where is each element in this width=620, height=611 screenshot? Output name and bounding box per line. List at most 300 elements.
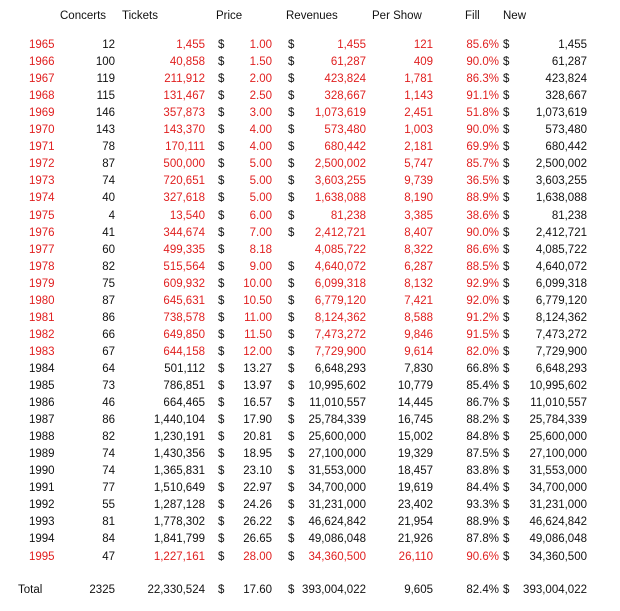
cell-new: 6,779,120: [535, 294, 587, 307]
cell-revenues: 328,667: [324, 90, 366, 103]
dollar-sign: $: [503, 294, 510, 307]
dollar-sign: $: [503, 482, 510, 495]
dollar-sign: $: [288, 533, 295, 546]
cell-concerts: 12: [102, 39, 115, 51]
cell-per-show: 14,445: [397, 397, 433, 410]
cell-concerts: 47: [102, 550, 115, 563]
cell-concerts: 55: [102, 499, 115, 512]
cell-new: 328,667: [545, 90, 587, 103]
cell-new: 10,995,602: [529, 380, 587, 392]
dollar-sign: $: [218, 39, 225, 51]
cell-concerts: 74: [102, 448, 115, 461]
dollar-sign: $: [503, 311, 510, 324]
dollar-sign: $: [218, 499, 225, 512]
dollar-sign: $: [503, 448, 510, 461]
cell-tickets: 1,230,191: [153, 431, 205, 444]
table-row: [0, 414, 620, 432]
cell-concerts: 64: [102, 362, 115, 375]
total-new-dollar: $: [503, 584, 510, 596]
cell-concerts: 75: [102, 277, 115, 290]
dollar-sign: $: [503, 550, 510, 563]
dollar-sign: $: [218, 533, 225, 546]
cell-price: 11.00: [244, 311, 272, 324]
cell-year: 1987: [29, 414, 55, 427]
cell-per-show: 23,402: [397, 499, 433, 512]
table-row: [0, 192, 620, 210]
cell-fill: 88.5%: [466, 260, 499, 273]
cell-revenues: 6,099,318: [314, 277, 366, 290]
dollar-sign: $: [218, 175, 225, 188]
cell-per-show: 8,322: [404, 243, 433, 256]
total-revenue-dollar: $: [288, 584, 295, 596]
cell-concerts: 115: [96, 90, 115, 103]
cell-tickets: 211,912: [164, 73, 205, 86]
dollar-sign: $: [218, 550, 225, 563]
cell-fill: 92.9%: [466, 277, 499, 290]
cell-new: 27,100,000: [529, 448, 587, 461]
dollar-sign: $: [503, 414, 510, 427]
dollar-sign: $: [288, 56, 295, 69]
cell-price: 5.00: [249, 158, 272, 171]
cell-fill: 86.3%: [466, 73, 499, 86]
cell-year: 1966: [29, 56, 55, 69]
cell-fill: 82.0%: [466, 345, 499, 358]
dollar-sign: $: [503, 107, 510, 120]
total-row: [0, 584, 620, 602]
cell-fill: 90.6%: [466, 550, 499, 563]
dollar-sign: $: [503, 90, 510, 103]
dollar-sign: $: [288, 294, 295, 307]
header-concerts: Concerts: [60, 10, 107, 22]
cell-tickets: 131,467: [163, 90, 205, 103]
dollar-sign: $: [288, 73, 295, 86]
dollar-sign: $: [288, 380, 295, 392]
header-revenues: Revenues: [286, 10, 338, 22]
dollar-sign: $: [503, 243, 510, 256]
dollar-sign: $: [218, 277, 225, 290]
table-row: [0, 141, 620, 159]
cell-year: 1977: [29, 243, 55, 256]
cell-new: 3,603,255: [535, 175, 587, 188]
cell-price: 9.00: [249, 260, 272, 273]
cell-tickets: 327,618: [163, 192, 205, 205]
cell-fill: 88.9%: [466, 516, 499, 529]
cell-new: 7,729,900: [535, 345, 587, 358]
cell-per-show: 1,003: [404, 124, 433, 137]
cell-revenues: 7,729,900: [314, 345, 366, 358]
cell-new: 61,287: [551, 56, 587, 69]
dollar-sign: $: [503, 56, 510, 69]
dollar-sign: $: [218, 516, 225, 529]
cell-per-show: 15,002: [397, 431, 433, 444]
dollar-sign: $: [288, 482, 295, 495]
dollar-sign: $: [218, 414, 225, 427]
cell-concerts: 78: [102, 141, 115, 154]
cell-revenues: 4,085,722: [314, 243, 366, 256]
dollar-sign: $: [503, 141, 510, 154]
cell-new: 423,824: [545, 73, 587, 86]
dollar-sign: $: [288, 277, 295, 290]
dollar-sign: $: [218, 192, 225, 205]
cell-year: 1982: [29, 328, 55, 341]
cell-revenues: 61,287: [330, 56, 366, 69]
cell-new: 2,412,721: [535, 226, 587, 239]
cell-year: 1986: [29, 397, 55, 410]
cell-revenues: 34,700,000: [308, 482, 366, 495]
cell-concerts: 74: [102, 465, 115, 478]
cell-year: 1972: [29, 158, 55, 171]
cell-price: 8.18: [249, 243, 272, 256]
cell-tickets: 515,564: [163, 260, 205, 273]
cell-revenues: 423,824: [324, 73, 366, 86]
table-row: [0, 244, 620, 262]
dollar-sign: $: [288, 465, 295, 478]
cell-price: 26.65: [243, 533, 272, 546]
cell-fill: 86.7%: [466, 397, 499, 410]
cell-per-show: 18,457: [397, 465, 433, 478]
cell-year: 1989: [29, 448, 55, 461]
cell-year: 1965: [29, 39, 55, 51]
dollar-sign: $: [218, 345, 225, 358]
cell-revenues: 7,473,272: [314, 328, 366, 341]
cell-revenues: 2,412,721: [314, 226, 366, 239]
cell-revenues: 2,500,002: [314, 158, 366, 171]
cell-tickets: 786,851: [163, 380, 205, 392]
cell-price: 20.81: [243, 431, 272, 444]
cell-price: 4.00: [249, 124, 272, 137]
cell-tickets: 738,578: [163, 311, 205, 324]
cell-new: 34,360,500: [529, 550, 587, 563]
table-row: [0, 533, 620, 551]
cell-tickets: 1,778,302: [153, 516, 205, 529]
dollar-sign: $: [218, 209, 225, 222]
cell-tickets: 1,510,649: [153, 482, 205, 495]
cell-price: 5.00: [249, 192, 272, 205]
cell-year: 1992: [29, 499, 55, 512]
table-row: [0, 295, 620, 313]
cell-revenues: 25,600,000: [308, 431, 366, 444]
dollar-sign: $: [503, 431, 510, 444]
cell-revenues: 4,640,072: [314, 260, 366, 273]
cell-price: 23.10: [243, 465, 272, 478]
cell-year: 1976: [29, 226, 55, 239]
cell-concerts: 74: [102, 175, 115, 188]
table-row: [0, 397, 620, 415]
cell-per-show: 9,614: [404, 345, 433, 358]
cell-tickets: 720,651: [163, 175, 205, 188]
cell-per-show: 1,781: [404, 73, 433, 86]
cell-concerts: 87: [102, 294, 115, 307]
dollar-sign: $: [503, 175, 510, 188]
cell-new: 680,442: [545, 141, 587, 154]
cell-per-show: 9,846: [404, 328, 433, 341]
dollar-sign: $: [218, 311, 225, 324]
table-row: [0, 329, 620, 347]
cell-price: 2.00: [249, 73, 272, 86]
cell-tickets: 1,430,356: [153, 448, 205, 461]
cell-per-show: 10,779: [397, 380, 433, 392]
table-row: [0, 210, 620, 228]
cell-revenues: 46,624,842: [308, 516, 366, 529]
cell-concerts: 86: [102, 414, 115, 427]
dollar-sign: $: [503, 158, 510, 171]
dollar-sign: $: [288, 192, 295, 205]
table-row: [0, 227, 620, 245]
cell-new: 4,640,072: [535, 260, 587, 273]
dollar-sign: $: [288, 414, 295, 427]
cell-year: 1983: [29, 345, 55, 358]
cell-fill: 84.8%: [466, 431, 499, 444]
cell-tickets: 1,841,799: [153, 533, 205, 546]
cell-price: 6.00: [249, 209, 272, 222]
cell-fill: 38.6%: [466, 209, 499, 222]
cell-per-show: 2,451: [404, 107, 433, 120]
cell-tickets: 40,858: [169, 56, 205, 69]
table-row: [0, 90, 620, 108]
dollar-sign: $: [218, 243, 225, 256]
table-row: [0, 482, 620, 500]
cell-price: 2.50: [249, 90, 272, 103]
cell-price: 10.50: [243, 294, 272, 307]
cell-new: 31,231,000: [529, 499, 587, 512]
cell-revenues: 81,238: [330, 209, 366, 222]
dollar-sign: $: [503, 533, 510, 546]
cell-tickets: 1,287,128: [153, 499, 205, 512]
dollar-sign: $: [218, 362, 225, 375]
dollar-sign: $: [503, 499, 510, 512]
cell-fill: 36.5%: [466, 175, 499, 188]
cell-concerts: 46: [102, 397, 115, 410]
cell-year: 1985: [29, 380, 55, 392]
cell-concerts: 87: [102, 158, 115, 171]
cell-concerts: 77: [102, 482, 115, 495]
cell-new: 11,010,557: [530, 397, 587, 410]
header-price: Price: [216, 10, 243, 22]
dollar-sign: $: [218, 107, 225, 120]
dollar-sign: $: [288, 209, 295, 222]
dollar-sign: $: [218, 141, 225, 154]
table-row: [0, 39, 620, 57]
cell-fill: 85.6%: [466, 39, 499, 51]
cell-tickets: 500,000: [163, 158, 205, 171]
cell-new: 1,073,619: [535, 107, 587, 120]
cell-tickets: 344,674: [163, 226, 205, 239]
dollar-sign: $: [288, 158, 295, 171]
cell-concerts: 67: [102, 345, 115, 358]
cell-per-show: 2,181: [404, 141, 433, 154]
cell-revenues: 27,100,000: [308, 448, 366, 461]
cell-price: 28.00: [243, 550, 272, 563]
cell-price: 11.50: [244, 328, 272, 341]
cell-per-show: 8,407: [404, 226, 433, 239]
table-row: [0, 261, 620, 279]
cell-fill: 86.6%: [466, 243, 499, 256]
dollar-sign: $: [503, 465, 510, 478]
dollar-sign: $: [503, 260, 510, 273]
cell-fill: 85.7%: [466, 158, 499, 171]
cell-revenues: 31,553,000: [308, 465, 366, 478]
cell-per-show: 1,143: [404, 90, 433, 103]
cell-new: 4,085,722: [535, 243, 587, 256]
dollar-sign: $: [218, 448, 225, 461]
dollar-sign: $: [503, 226, 510, 239]
cell-concerts: 146: [95, 107, 115, 120]
cell-revenues: 25,784,339: [308, 414, 366, 427]
cell-tickets: 357,873: [163, 107, 205, 120]
cell-tickets: 1,365,831: [153, 465, 205, 478]
dollar-sign: $: [288, 90, 295, 103]
header-fill: Fill: [465, 10, 480, 22]
cell-per-show: 5,747: [404, 158, 433, 171]
dollar-sign: $: [288, 499, 295, 512]
header-new: New: [503, 10, 527, 22]
cell-year: 1993: [29, 516, 55, 529]
table-row: [0, 448, 620, 466]
cell-new: 25,784,339: [529, 414, 587, 427]
cell-concerts: 100: [95, 56, 115, 69]
cell-revenues: 34,360,500: [308, 550, 366, 563]
cell-year: 1981: [29, 311, 55, 324]
header-tickets: Tickets: [122, 10, 158, 22]
cell-year: 1990: [29, 465, 55, 478]
cell-tickets: 170,111: [165, 141, 205, 154]
cell-per-show: 19,329: [397, 448, 433, 461]
table-row: [0, 499, 620, 517]
dollar-sign: $: [503, 209, 510, 222]
cell-revenues: 1,073,619: [314, 107, 366, 120]
cell-new: 25,600,000: [529, 431, 587, 444]
dollar-sign: $: [218, 158, 225, 171]
cell-year: 1995: [29, 550, 55, 563]
cell-new: 81,238: [551, 209, 587, 222]
dollar-sign: $: [288, 260, 295, 273]
cell-concerts: 4: [108, 209, 115, 222]
cell-concerts: 40: [102, 192, 115, 205]
cell-per-show: 121: [413, 39, 433, 51]
dollar-sign: $: [503, 39, 510, 51]
dollar-sign: $: [218, 328, 225, 341]
dollar-sign: $: [288, 311, 295, 324]
cell-tickets: 1,227,161: [153, 550, 205, 563]
cell-price: 12.00: [243, 345, 272, 358]
cell-new: 1,638,088: [535, 192, 587, 205]
cell-price: 13.27: [243, 362, 272, 375]
cell-tickets: 664,465: [163, 397, 205, 410]
total-per-show: 9,605: [404, 584, 433, 596]
cell-revenues: 11,010,557: [309, 397, 366, 410]
cell-fill: 91.1%: [466, 90, 499, 103]
cell-price: 22.97: [243, 482, 272, 495]
cell-revenues: 573,480: [324, 124, 366, 137]
cell-concerts: 66: [102, 328, 115, 341]
cell-concerts: 60: [102, 243, 115, 256]
cell-new: 49,086,048: [529, 533, 587, 546]
dollar-sign: $: [218, 482, 225, 495]
dollar-sign: $: [218, 73, 225, 86]
dollar-sign: $: [288, 141, 295, 154]
table-row: [0, 312, 620, 330]
cell-year: 1980: [29, 294, 55, 307]
cell-year: 1970: [29, 124, 55, 137]
table-row: [0, 346, 620, 364]
cell-per-show: 21,926: [397, 533, 433, 546]
total-revenues: 393,004,022: [302, 584, 366, 596]
dollar-sign: $: [218, 465, 225, 478]
cell-tickets: 501,112: [164, 362, 205, 375]
table-row: [0, 278, 620, 296]
dollar-sign: $: [288, 516, 295, 529]
dollar-sign: $: [503, 345, 510, 358]
dollar-sign: $: [503, 124, 510, 137]
cell-price: 3.00: [249, 107, 272, 120]
cell-new: 6,099,318: [535, 277, 587, 290]
cell-revenues: 49,086,048: [308, 533, 366, 546]
cell-fill: 51.8%: [466, 107, 499, 120]
table-row: [0, 56, 620, 74]
cell-fill: 93.3%: [466, 499, 499, 512]
cell-per-show: 8,132: [404, 277, 433, 290]
dollar-sign: $: [218, 397, 225, 410]
cell-year: 1991: [29, 482, 55, 495]
dollar-sign: $: [288, 328, 295, 341]
cell-new: 7,473,272: [535, 328, 587, 341]
total-price: 17.60: [243, 584, 272, 596]
dollar-sign: $: [218, 56, 225, 69]
cell-new: 8,124,362: [535, 311, 587, 324]
cell-tickets: 649,850: [163, 328, 205, 341]
cell-tickets: 143,370: [163, 124, 205, 137]
cell-per-show: 8,190: [404, 192, 433, 205]
cell-price: 10.00: [243, 277, 272, 290]
cell-per-show: 409: [413, 56, 433, 69]
dollar-sign: $: [288, 124, 295, 137]
cell-price: 7.00: [249, 226, 272, 239]
cell-revenues: 8,124,362: [314, 311, 366, 324]
cell-tickets: 1,455: [176, 39, 205, 51]
dollar-sign: $: [288, 345, 295, 358]
table-row: [0, 465, 620, 483]
cell-new: 31,553,000: [529, 465, 587, 478]
dollar-sign: $: [288, 107, 295, 120]
table-row: [0, 124, 620, 142]
cell-new: 34,700,000: [529, 482, 587, 495]
cell-year: 1978: [29, 260, 55, 273]
cell-per-show: 3,385: [404, 209, 433, 222]
dollar-sign: $: [288, 175, 295, 188]
cell-concerts: 73: [102, 380, 115, 392]
cell-revenues: 1,455: [337, 39, 366, 51]
dollar-sign: $: [218, 226, 225, 239]
cell-price: 5.00: [249, 175, 272, 188]
table-row: [0, 516, 620, 534]
cell-price: 18.95: [243, 448, 272, 461]
dollar-sign: $: [218, 431, 225, 444]
table-row: [0, 551, 620, 569]
cell-per-show: 19,619: [397, 482, 433, 495]
cell-new: 6,648,293: [535, 362, 587, 375]
cell-fill: 87.5%: [466, 448, 499, 461]
total-label: Total: [18, 584, 43, 596]
cell-price: 24.26: [243, 499, 272, 512]
total-concerts: 2325: [89, 584, 115, 596]
dollar-sign: $: [503, 192, 510, 205]
cell-fill: 88.9%: [466, 192, 499, 205]
cell-fill: 92.0%: [466, 294, 499, 307]
cell-year: 1988: [29, 431, 55, 444]
cell-fill: 90.0%: [466, 124, 499, 137]
cell-tickets: 645,631: [163, 294, 205, 307]
dollar-sign: $: [503, 73, 510, 86]
